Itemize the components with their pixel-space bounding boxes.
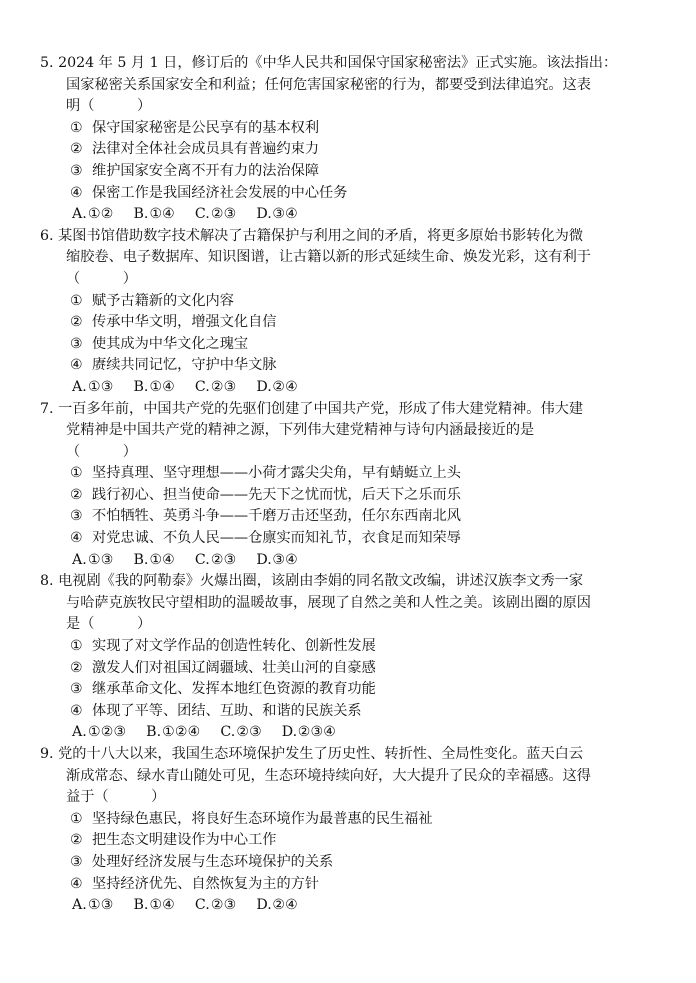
choice-value: ②③ <box>210 897 237 914</box>
choice-letter: D. <box>256 551 272 568</box>
question-number: 5. <box>40 55 54 71</box>
answer-choice <box>72 377 113 399</box>
question-number: 7. <box>40 400 54 417</box>
question-9 <box>0 744 696 917</box>
choice-letter: C. <box>194 378 210 395</box>
choice-value: ②③④ <box>297 724 336 741</box>
choice-value: ②④ <box>272 897 298 914</box>
statement-text: 对党忠诚、不负人民——仓廪实而知礼节，衣食足而知荣辱 <box>92 530 461 547</box>
statement-text: 不怕牺牲、英勇斗争——千磨万击还坚劲，任尔东西南北风 <box>92 508 461 525</box>
answer-choice <box>133 204 174 226</box>
statement-mark: ④ <box>70 530 83 547</box>
answer-choice <box>133 550 174 572</box>
statement-text: 赋予古籍新的文化内容 <box>92 292 234 309</box>
answer-choice <box>195 895 236 917</box>
statement-option <box>0 139 696 161</box>
statement-option <box>0 334 696 356</box>
choice-letter: C. <box>220 724 236 741</box>
question-stem-text: 党精神是中国共产党的精神之源，下列伟大建党精神与诗句内涵最接近的是 <box>66 422 535 439</box>
answer-choice <box>195 204 236 226</box>
question-stem-line <box>0 787 696 809</box>
choice-letter: C. <box>194 897 210 914</box>
answer-choices <box>0 204 696 226</box>
choice-letter: D. <box>281 724 298 741</box>
statement-option <box>0 355 696 377</box>
question-stem-text: 2024 年 5 月 1 日，修订后的《中华人民共和国保守国家秘密法》正式实施。该法指出： <box>58 55 618 71</box>
statement-text: 把生态文明建设作为中心工作 <box>92 832 277 849</box>
choice-letter: D. <box>256 378 272 395</box>
statement-option <box>0 291 696 313</box>
choice-value: ②④ <box>272 378 298 395</box>
answer-choice <box>282 722 336 744</box>
choice-value: ②③ <box>210 206 237 223</box>
question-stem-text: 国家秘密关系国家安全和利益；任何危害国家秘密的行为，都要受到法律追究。这表 <box>66 76 591 93</box>
question-stem-line <box>0 247 696 269</box>
statement-option <box>0 528 696 550</box>
statement-text: 保密工作是我国经济社会发展的中心任务 <box>92 184 348 201</box>
choice-value: ③④ <box>272 551 298 568</box>
choice-letter: B. <box>133 378 149 395</box>
statement-text: 体现了平等、团结、互助、和谐的民族关系 <box>92 702 362 719</box>
choice-letter: C. <box>194 551 210 568</box>
choice-letter: B. <box>133 206 149 223</box>
answer-choice <box>72 722 126 744</box>
statement-option <box>0 830 696 852</box>
choice-letter: D. <box>256 897 272 914</box>
statement-option <box>0 118 696 140</box>
question-5 <box>0 53 696 226</box>
question-8 <box>0 571 696 744</box>
answer-choices <box>0 550 696 572</box>
answer-choice <box>256 895 297 917</box>
statement-mark: ① <box>70 292 83 309</box>
statement-text: 实现了对文学作品的创造性转化、创新性发展 <box>92 638 376 655</box>
choice-letter: A. <box>72 378 87 395</box>
question-stem-first-line <box>0 744 696 766</box>
question-stem-text: （ ） <box>66 443 137 460</box>
statement-text: 使其成为中华文化之瑰宝 <box>92 335 249 352</box>
question-stem-text: 渐成常态、绿水青山随处可见，生态环境持续向好，大大提升了民众的幸福感。这得 <box>66 767 591 784</box>
statement-option <box>0 852 696 874</box>
choice-letter: C. <box>194 206 210 223</box>
question-stem-first-line <box>0 53 696 75</box>
statement-option <box>0 658 696 680</box>
answer-choices <box>0 377 696 399</box>
question-stem-line <box>0 766 696 788</box>
statement-option <box>0 809 696 831</box>
statement-mark: ④ <box>70 184 83 201</box>
statement-option <box>0 485 696 507</box>
question-stem-line <box>0 96 696 118</box>
statement-mark: ③ <box>70 162 83 179</box>
question-stem-line <box>0 420 696 442</box>
question-number: 8. <box>40 573 54 590</box>
choice-letter: A. <box>72 897 87 914</box>
statement-option <box>0 636 696 658</box>
answer-choice <box>256 377 297 399</box>
choice-letter: D. <box>256 206 272 223</box>
choice-value: ②③ <box>210 551 237 568</box>
question-stem-first-line <box>0 571 696 593</box>
answer-choice <box>195 377 236 399</box>
statement-mark: ② <box>70 659 83 676</box>
choice-value: ①②④ <box>162 724 201 741</box>
answer-choice <box>256 204 297 226</box>
statement-option <box>0 161 696 183</box>
choice-value: ③④ <box>272 206 298 223</box>
question-stem-first-line <box>0 399 696 421</box>
choice-letter: A. <box>72 551 87 568</box>
statement-text: 坚持真理、坚守理想——小荷才露尖尖角，早有蜻蜓立上头 <box>92 465 461 482</box>
choice-value: ①③ <box>88 897 114 914</box>
statement-option <box>0 183 696 205</box>
statement-text: 保守国家秘密是公民享有的基本权利 <box>92 119 320 136</box>
statement-mark: ④ <box>70 702 83 719</box>
answer-choice <box>72 204 113 226</box>
question-number: 6. <box>40 227 54 244</box>
question-stem-text: 益于（ ） <box>66 789 166 806</box>
question-stem-text: 一百多年前，中国共产党的先驱们创建了中国共产党，形成了伟大建党精神。伟大建 <box>58 400 584 417</box>
statement-mark: ③ <box>70 335 83 352</box>
statement-mark: ① <box>70 638 83 655</box>
statement-mark: ② <box>70 832 83 849</box>
question-list <box>0 53 696 917</box>
question-stem-first-line <box>0 226 696 248</box>
statement-mark: ③ <box>70 681 83 698</box>
choice-value: ②③ <box>210 378 237 395</box>
statement-text: 践行初心、担当使命——先天下之忧而忧，后天下之乐而乐 <box>92 486 461 503</box>
question-6 <box>0 226 696 399</box>
answer-choices <box>0 895 696 917</box>
question-stem-line <box>0 269 696 291</box>
choice-value: ①③ <box>88 551 114 568</box>
statement-option <box>0 312 696 334</box>
question-7 <box>0 399 696 572</box>
statement-mark: ① <box>70 810 83 827</box>
choice-letter: A. <box>72 724 87 741</box>
choice-letter: A. <box>72 206 87 223</box>
statement-mark: ① <box>70 119 83 136</box>
choice-value: ①③ <box>88 378 114 395</box>
statement-option <box>0 874 696 896</box>
choice-value: ①④ <box>149 897 175 914</box>
choice-letter: B. <box>133 897 149 914</box>
choice-value: ①④ <box>149 206 175 223</box>
statement-option <box>0 506 696 528</box>
statement-mark: ① <box>70 465 83 482</box>
answer-choice <box>133 895 174 917</box>
question-stem-text: 与哈萨克族牧民守望相助的温暖故事，展现了自然之美和人性之美。该剧出圈的原因 <box>66 594 591 611</box>
answer-choice <box>195 550 236 572</box>
choice-value: ①② <box>88 206 114 223</box>
statement-mark: ④ <box>70 357 83 374</box>
statement-mark: ② <box>70 486 83 503</box>
answer-choice <box>256 550 297 572</box>
statement-text: 赓续共同记忆，守护中华文脉 <box>92 357 277 374</box>
statement-text: 激发人们对祖国辽阔疆域、壮美山河的自豪感 <box>92 659 376 676</box>
answer-choice <box>133 377 174 399</box>
statement-text: 传承中华文明，增强文化自信 <box>92 314 277 331</box>
choice-letter: B. <box>146 724 162 741</box>
answer-choices <box>0 722 696 744</box>
question-stem-text: 缩胶卷、电子数据库、知识图谱，让古籍以新的形式延续生命、焕发光彩，这有利于 <box>66 249 591 266</box>
choice-value: ①④ <box>149 551 175 568</box>
choice-value: ①④ <box>149 378 175 395</box>
statement-option <box>0 701 696 723</box>
answer-choice <box>72 550 113 572</box>
answer-choice <box>146 722 200 744</box>
question-stem-text: （ ） <box>66 270 137 287</box>
choice-value: ②③ <box>236 724 262 741</box>
statement-option <box>0 463 696 485</box>
statement-text: 法律对全体社会成员具有普遍约束力 <box>92 141 320 158</box>
statement-mark: ③ <box>70 508 83 525</box>
choice-value: ①②③ <box>88 724 127 741</box>
question-stem-text: 电视剧《我的阿勒泰》火爆出圈，该剧由李娟的同名散文改编，讲述汉族李文秀一家 <box>58 573 584 590</box>
question-stem-line <box>0 75 696 97</box>
statement-option <box>0 679 696 701</box>
question-number: 9. <box>40 746 54 762</box>
statement-text: 继承革命文化、发挥本地红色资源的教育功能 <box>92 681 376 698</box>
question-stem-line <box>0 442 696 464</box>
statement-text: 维护国家安全离不开有力的法治保障 <box>92 162 320 179</box>
statement-mark: ④ <box>70 875 83 892</box>
statement-mark: ② <box>70 141 83 158</box>
statement-text: 坚持经济优先、自然恢复为主的方针 <box>92 875 320 892</box>
answer-choice <box>220 722 261 744</box>
statement-text: 处理好经济发展与生态环境保护的关系 <box>92 853 334 870</box>
statement-text: 坚持绿色惠民，将良好生态环境作为最普惠的民生福祉 <box>92 810 433 827</box>
answer-choice <box>72 895 113 917</box>
question-stem-text: 是（ ） <box>66 616 152 633</box>
statement-mark: ② <box>70 314 83 331</box>
question-stem-text: 党的十八大以来，我国生态环境保护发生了历史性、转折性、全局性变化。蓝天白云 <box>58 746 584 762</box>
choice-letter: B. <box>133 551 149 568</box>
question-stem-text: 某图书馆借助数字技术解决了古籍保护与利用之间的矛盾，将更多原始书影转化为微 <box>58 227 584 244</box>
statement-mark: ③ <box>70 853 83 870</box>
question-stem-line <box>0 593 696 615</box>
question-stem-line <box>0 614 696 636</box>
question-stem-text: 明（ ） <box>66 98 152 115</box>
